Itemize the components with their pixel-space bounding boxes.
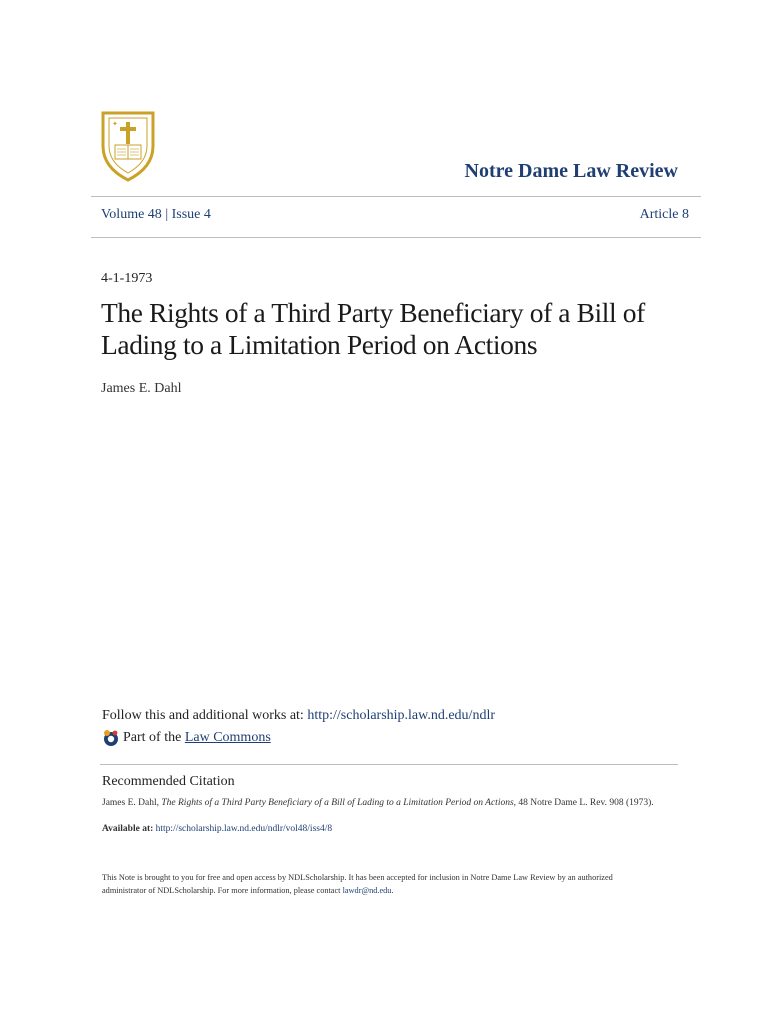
- citation-text: [102, 797, 662, 810]
- notre-dame-law-shield-icon: [100, 110, 156, 182]
- notice-text: This Note is brought to you for free and open access by NDLScholarship. It has been accepted for inclusion in Notre Dame Law Review by an authorized administrator of NDLScholarship. For more information, please contact: [102, 873, 613, 895]
- journal-title-link[interactable]: Notre Dame Law Review: [464, 160, 678, 182]
- volume-issue-separator: |: [165, 207, 169, 222]
- available-label: Available at:: [102, 824, 156, 834]
- bepress-network-icon: [102, 729, 120, 747]
- header-divider-top: [91, 196, 701, 197]
- svg-text:✦: ✦: [112, 120, 118, 128]
- law-commons-link[interactable]: Law Commons: [184, 730, 271, 745]
- article-url-link[interactable]: http://scholarship.law.nd.edu/ndlr/vol48/iss4/8: [155, 824, 333, 834]
- volume-link[interactable]: Volume 48: [101, 207, 162, 222]
- available-at-line: [102, 824, 332, 834]
- article-title: The Rights of a Third Party Beneficiary of a Bill of Lading to a Limitation Period on Actions: [101, 297, 645, 360]
- follow-line: [102, 708, 495, 724]
- volume-issue-line: [101, 207, 211, 223]
- notice-text-end: .: [391, 886, 394, 895]
- citation-source: , 48 Notre Dame L. Rev. 908 (1973).: [513, 798, 654, 808]
- contact-email-link[interactable]: lawdr@nd.edu: [342, 886, 392, 895]
- part-of-prefix: Part of the: [123, 730, 182, 745]
- part-of-line: [102, 729, 271, 747]
- issue-link[interactable]: Issue 4: [171, 207, 211, 222]
- citation-divider: [100, 764, 678, 765]
- publication-date: 4-1-1973: [101, 271, 153, 286]
- header-divider-bottom: [91, 237, 701, 238]
- article-number-link[interactable]: Article 8: [639, 207, 689, 222]
- article-author: James E. Dahl: [101, 381, 182, 396]
- citation-authors: James E. Dahl,: [102, 798, 162, 808]
- open-access-notice: [102, 871, 642, 897]
- follow-prefix: Follow this and additional works at:: [102, 708, 308, 723]
- repository-url-link[interactable]: http://scholarship.law.nd.edu/ndlr: [307, 708, 496, 723]
- recommended-citation-heading: Recommended Citation: [102, 774, 235, 789]
- citation-title: The Rights of a Third Party Beneficiary of a Bill of Lading to a Limitation Period on Actions: [161, 798, 514, 808]
